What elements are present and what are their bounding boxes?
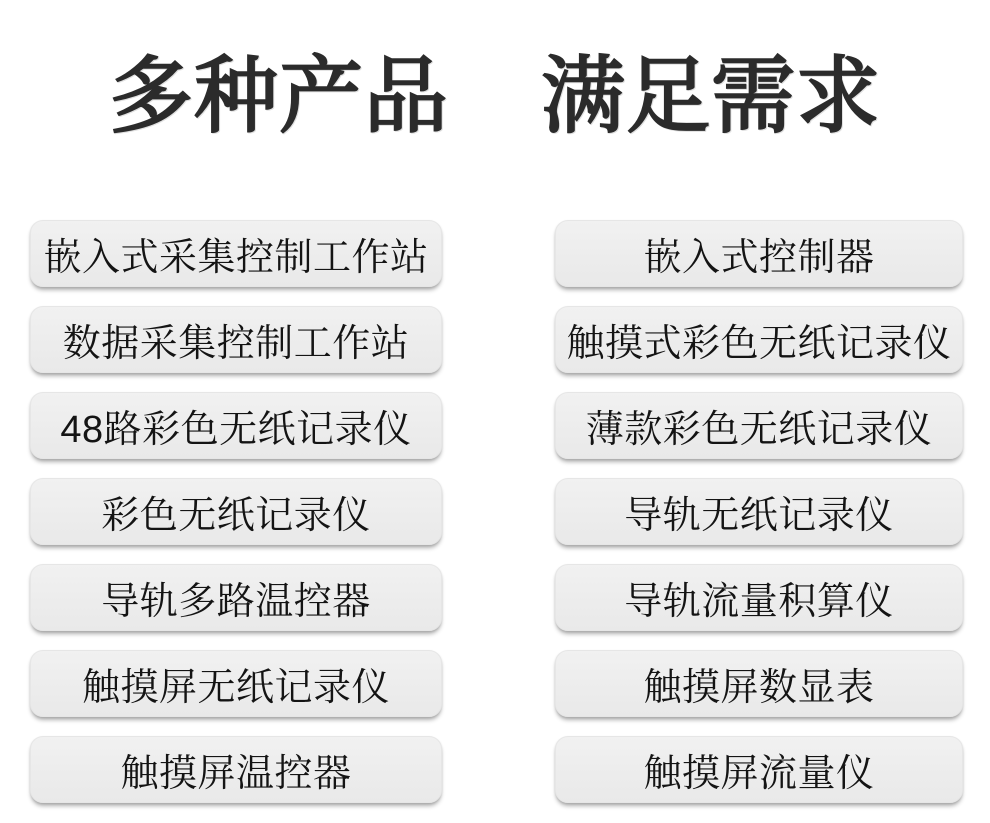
product-button[interactable]: 触摸屏数显表 <box>555 650 963 717</box>
product-button[interactable]: 导轨流量积算仪 <box>555 564 963 631</box>
product-button[interactable]: 导轨多路温控器 <box>30 564 442 631</box>
product-button[interactable]: 触摸式彩色无纸记录仪 <box>555 306 963 373</box>
product-button[interactable]: 数据采集控制工作站 <box>30 306 442 373</box>
product-button[interactable]: 触摸屏流量仪 <box>555 736 963 803</box>
product-grid <box>0 220 990 803</box>
page-title-part-2: 满足需求 <box>541 49 882 143</box>
product-column-right <box>555 220 963 803</box>
product-button[interactable]: 48路彩色无纸记录仪 <box>30 392 442 459</box>
page-title-part-1: 多种产品 <box>108 49 449 143</box>
product-column-left <box>30 220 442 803</box>
product-button[interactable]: 嵌入式控制器 <box>555 220 963 287</box>
product-button[interactable]: 嵌入式采集控制工作站 <box>30 220 442 287</box>
product-button[interactable]: 彩色无纸记录仪 <box>30 478 442 545</box>
product-button[interactable]: 导轨无纸记录仪 <box>555 478 963 545</box>
product-button[interactable]: 触摸屏温控器 <box>30 736 442 803</box>
product-button[interactable]: 薄款彩色无纸记录仪 <box>555 392 963 459</box>
page-title <box>0 0 990 143</box>
product-button[interactable]: 触摸屏无纸记录仪 <box>30 650 442 717</box>
